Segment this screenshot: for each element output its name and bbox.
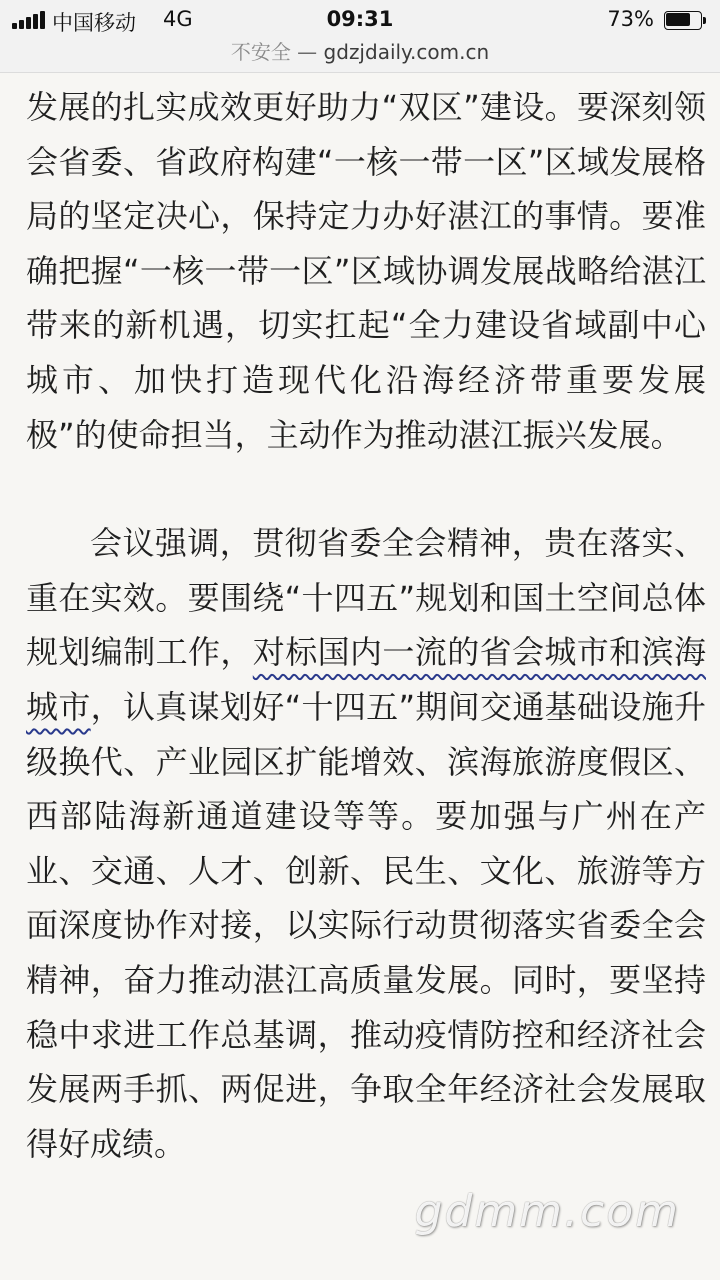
- article-paragraph: [26, 516, 706, 1171]
- paragraph-text: 会议强调，贯彻省委全会精神，贵在落实、重在实效。要围绕“十四五”规划和国土空间总体规划编制工作，: [26, 524, 706, 672]
- url-separator: —: [290, 40, 324, 64]
- url-domain: gdzjdaily.com.cn: [323, 40, 490, 64]
- paragraph-text: ，认真谋划好“十四五”期间交通基础设施升级换代、产业园区扩能增效、滨海旅游度假区、西部陆海新通道建设等等。要加强与广州在产业、交通、人才、创新、民生、文化、旅游等方面深度协作对接，以实际行动贯彻落实省委全会精神，奋力推动湛江高质量发展。同时，要坚持稳中求进工作总基调，推动疫情防控和经济社会发展两手抓、两促进，争取全年经济社会发展取得好成绩。: [26, 687, 706, 1163]
- security-label: 不安全: [230, 40, 291, 64]
- carrier-name: 中国移动: [52, 11, 136, 35]
- battery-icon: [664, 11, 706, 30]
- watermark-logo: gdmm.com: [414, 1186, 680, 1237]
- status-bar: [0, 0, 720, 40]
- article-body: [26, 80, 706, 1171]
- status-time: 09:31: [326, 7, 394, 31]
- network-type: 4G: [163, 7, 193, 31]
- article-paragraph: 发展的扎实成效更好助力“双区”建设。要深刻领会省委、省政府构建“一核一带一区”区域发展格局的坚定决心，保持定力办好湛江的事情。要准确把握“一核一带一区”区域协调发展战略给湛江带来的新机遇，切实扛起“全力建设省域副中心城市、加快打造现代化沿海经济带重要发展极”的使命担当，主动作为推动湛江振兴发展。: [26, 88, 706, 454]
- battery-percent: 73%: [607, 7, 654, 31]
- underlined-phrase: 对标国内一流的省会城市和滨海城市: [26, 633, 706, 726]
- address-bar[interactable]: [0, 40, 720, 73]
